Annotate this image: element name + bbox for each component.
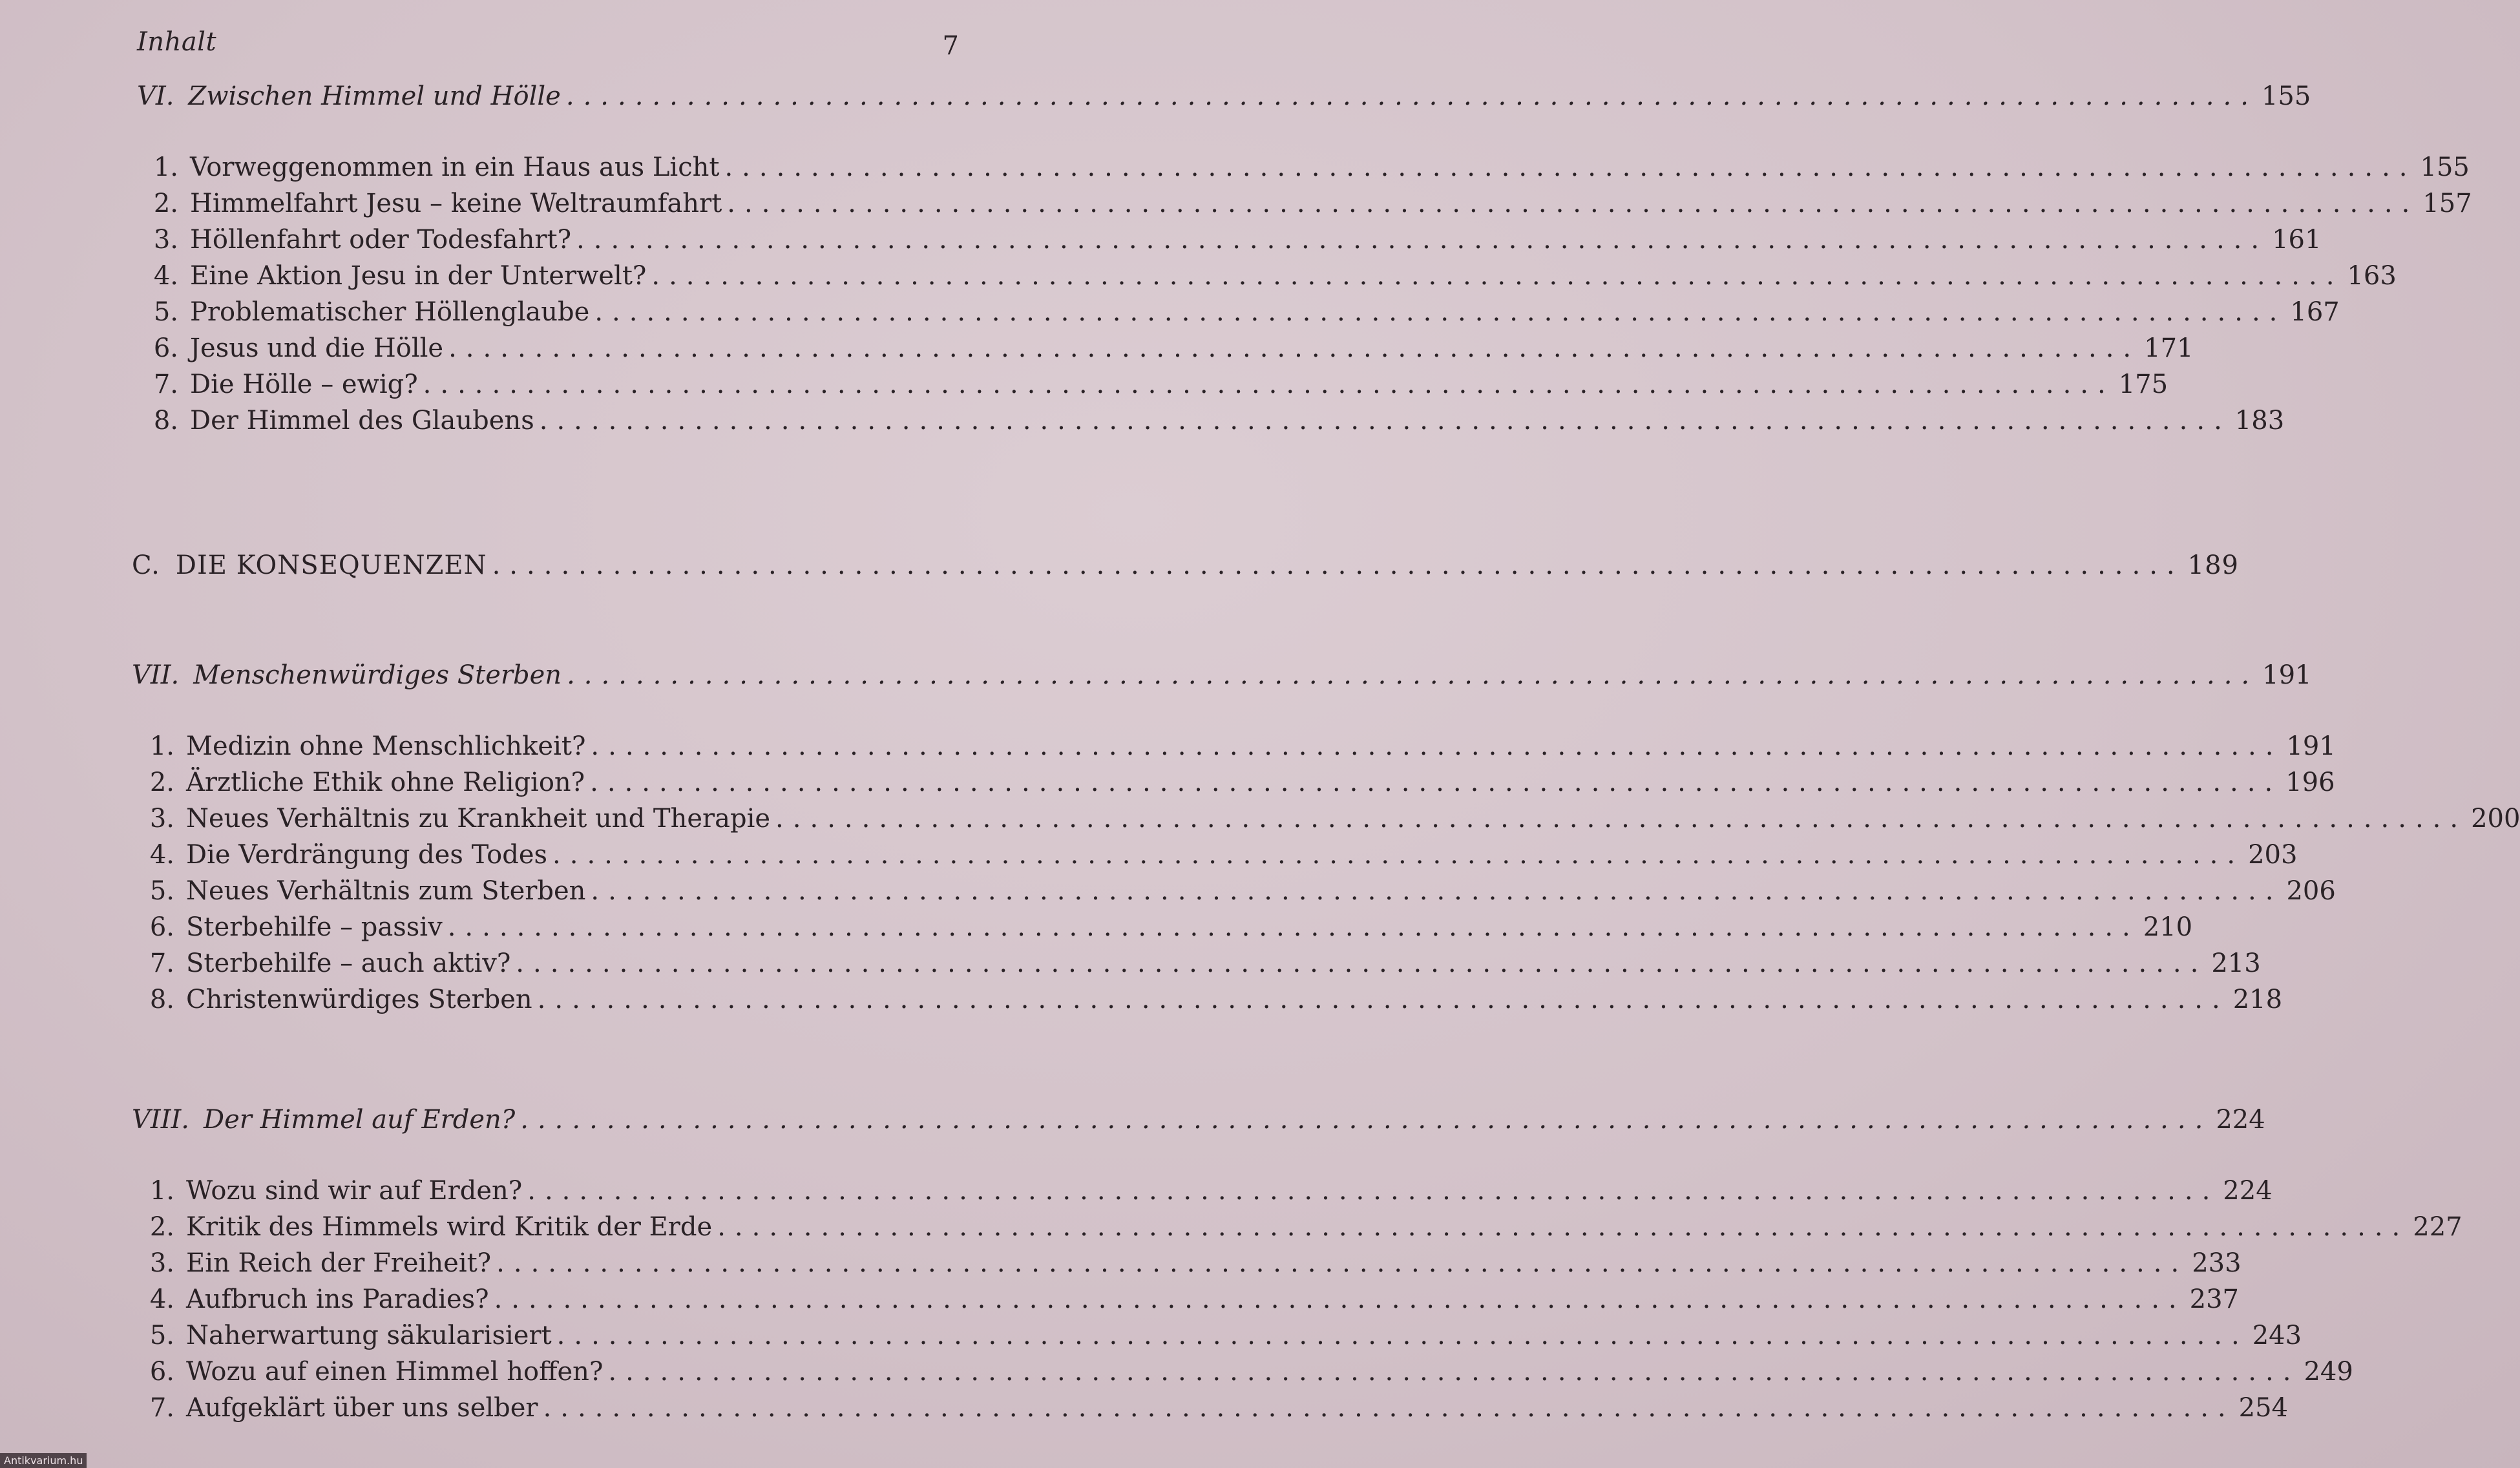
toc-title: Die Verdrängung des Todes	[186, 840, 548, 870]
toc-item	[141, 333, 2194, 370]
toc-page: 175	[2118, 370, 2168, 399]
toc-item	[137, 1357, 2353, 1393]
toc-part-c	[132, 550, 2240, 587]
toc-page: 227	[2413, 1212, 2462, 1242]
toc-title: Medizin ohne Menschlichkeit?	[186, 731, 586, 761]
toc-title: Der Himmel auf Erden?	[204, 1105, 516, 1135]
toc-page: 191	[2286, 731, 2336, 761]
dot-leader: ..................................................................................................	[447, 912, 2139, 942]
toc-item	[137, 804, 2520, 840]
dot-leader: ..................................................................................................	[724, 152, 2417, 182]
toc-page: 224	[2216, 1105, 2265, 1135]
toc-item	[137, 985, 2283, 1021]
toc-page: 249	[2304, 1357, 2353, 1387]
toc-title: Kritik des Himmels wird Kritik der Erde	[186, 1212, 713, 1242]
toc-page: 171	[2144, 333, 2194, 363]
toc-number: 6.	[153, 333, 178, 363]
toc-title: Wozu auf einen Himmel hoffen?	[186, 1357, 604, 1387]
toc-title: Ein Reich der Freiheit?	[186, 1248, 492, 1278]
toc-number: 6.	[149, 912, 174, 942]
toc-number: 1.	[153, 152, 178, 182]
toc-number: 5.	[153, 297, 178, 327]
toc-number: 4.	[149, 1284, 174, 1314]
dot-leader: ..................................................................................................	[576, 225, 2269, 255]
toc-chapter-viii	[132, 1105, 2265, 1141]
toc-title: Problematischer Höllenglaube	[190, 297, 590, 327]
dot-leader: ..................................................................................................	[527, 1176, 2220, 1206]
toc-number: 2.	[149, 1212, 174, 1242]
dot-leader: ..................................................................................................	[556, 1321, 2249, 1350]
toc-item	[137, 876, 2336, 912]
watermark: Antikvarium.hu	[0, 1453, 87, 1468]
toc-number: 6.	[149, 1357, 174, 1387]
dot-leader: ..................................................................................................	[608, 1357, 2300, 1387]
toc-title: Aufbruch ins Paradies?	[186, 1284, 489, 1314]
toc-item	[141, 406, 2285, 442]
toc-number: 4.	[153, 261, 178, 291]
page-number: 7	[942, 31, 959, 61]
toc-page: 224	[2223, 1176, 2273, 1206]
dot-leader: ..................................................................................................	[591, 876, 2283, 906]
toc-title: Höllenfahrt oder Todesfahrt?	[190, 225, 572, 255]
toc-number: 8.	[149, 985, 174, 1014]
running-head	[137, 27, 959, 66]
toc-title: Jesus und die Hölle	[190, 333, 444, 363]
dot-leader: ..................................................................................................	[565, 81, 2258, 111]
toc-page: 210	[2143, 912, 2193, 942]
toc-number: 1.	[149, 1176, 174, 1206]
toc-title: Ärztliche Ethik ohne Religion?	[186, 768, 585, 797]
toc-item	[141, 297, 2340, 333]
dot-leader: ..................................................................................................	[717, 1212, 2410, 1242]
toc-number: C.	[132, 550, 160, 580]
toc-page: 163	[2347, 261, 2397, 291]
toc-page: 243	[2252, 1321, 2302, 1350]
toc-number: 7.	[149, 1393, 174, 1423]
toc-page: 191	[2262, 660, 2312, 690]
toc-title: Sterbehilfe – passiv	[186, 912, 443, 942]
toc-number: 5.	[149, 876, 174, 906]
dot-leader: ..................................................................................................	[651, 261, 2344, 291]
dot-leader: ..................................................................................................	[567, 660, 2259, 690]
dot-leader: ..................................................................................................	[520, 1105, 2212, 1135]
toc-page: 206	[2286, 876, 2336, 906]
toc-chapter-vii	[132, 660, 2312, 697]
toc-title: Sterbehilfe – auch aktiv?	[186, 949, 511, 978]
toc-page: 167	[2290, 297, 2340, 327]
toc-page: 155	[2420, 152, 2470, 182]
toc-page: 189	[2187, 550, 2240, 580]
toc-item	[137, 949, 2261, 985]
toc-number: VI.	[137, 81, 174, 111]
toc-page: 218	[2232, 985, 2283, 1014]
toc-item	[141, 225, 2322, 261]
toc-title: Wozu sind wir auf Erden?	[186, 1176, 523, 1206]
running-head-title: Inhalt	[137, 27, 217, 57]
toc-item	[137, 731, 2336, 768]
toc-item	[137, 912, 2193, 949]
dot-leader: ..................................................................................................	[448, 333, 2141, 363]
toc-title: Der Himmel des Glaubens	[190, 406, 534, 435]
dot-leader: ..................................................................................................	[423, 370, 2115, 399]
toc-number: 3.	[149, 1248, 174, 1278]
toc-number: 4.	[149, 840, 174, 870]
toc-item	[137, 1176, 2273, 1212]
toc-title: Vorweggenommen in ein Haus aus Licht	[190, 152, 720, 182]
dot-leader: ..................................................................................................	[727, 189, 2419, 218]
toc-item	[141, 152, 2470, 189]
dot-leader: ..................................................................................................	[543, 1393, 2235, 1423]
toc-number: 5.	[149, 1321, 174, 1350]
toc-page: 213	[2211, 949, 2261, 978]
dot-leader: ..................................................................................................	[539, 406, 2231, 435]
dot-leader: ..................................................................................................	[594, 297, 2287, 327]
toc-title: Zwischen Himmel und Hölle	[188, 81, 561, 111]
toc-page: 237	[2189, 1284, 2240, 1314]
toc-item	[137, 1321, 2302, 1357]
toc-number: 2.	[153, 189, 178, 218]
toc-item	[137, 1212, 2462, 1248]
dot-leader: ..................................................................................................	[537, 985, 2229, 1014]
toc-item	[137, 768, 2335, 804]
toc-page: 155	[2261, 81, 2311, 111]
toc-number: 1.	[149, 731, 174, 761]
toc-number: 3.	[149, 804, 174, 834]
toc-page: 183	[2234, 406, 2285, 435]
toc-item	[137, 1248, 2242, 1284]
toc-page: 203	[2248, 840, 2298, 870]
toc-page: 233	[2192, 1248, 2242, 1278]
toc-page: 161	[2272, 225, 2322, 255]
toc-page: 157	[2422, 189, 2472, 218]
toc-title: Christenwürdiges Sterben	[186, 985, 532, 1014]
toc-item	[141, 261, 2397, 297]
toc-title: Menschenwürdiges Sterben	[193, 660, 562, 690]
dot-leader: ..................................................................................................	[590, 768, 2282, 797]
toc-title: Eine Aktion Jesu in der Unterwelt?	[190, 261, 647, 291]
toc-number: VII.	[132, 660, 180, 690]
toc-number: VIII.	[132, 1105, 190, 1135]
toc-item	[141, 189, 2472, 225]
toc-item	[141, 370, 2168, 406]
toc-chapter-vi	[137, 81, 2311, 118]
toc-item	[137, 840, 2298, 876]
toc-number: 2.	[149, 768, 174, 797]
toc-title: DIE KONSEQUENZEN	[175, 550, 487, 580]
dot-leader: ..................................................................................................	[496, 1248, 2189, 1278]
toc-item	[137, 1284, 2240, 1321]
toc-title: Neues Verhältnis zu Krankheit und Therapie	[186, 804, 771, 834]
toc-title: Naherwartung säkularisiert	[186, 1321, 552, 1350]
toc-page: 254	[2238, 1393, 2288, 1423]
toc-number: 7.	[153, 370, 178, 399]
dot-leader: ..................................................................................................	[552, 840, 2245, 870]
toc-title: Die Hölle – ewig?	[190, 370, 418, 399]
toc-page: 200	[2471, 804, 2520, 834]
dot-leader: ..................................................................................................	[775, 804, 2468, 834]
dot-leader: ..................................................................................................	[494, 1284, 2186, 1314]
toc-number: 8.	[153, 406, 178, 435]
toc-item	[137, 1393, 2288, 1429]
dot-leader: ..................................................................................................	[492, 550, 2184, 580]
toc-page: 196	[2285, 768, 2335, 797]
dot-leader: ..................................................................................................	[591, 731, 2283, 761]
toc-title: Aufgeklärt über uns selber	[186, 1393, 538, 1423]
dot-leader: ..................................................................................................	[516, 949, 2208, 978]
toc-number: 3.	[153, 225, 178, 255]
toc-number: 7.	[149, 949, 174, 978]
toc-title: Neues Verhältnis zum Sterben	[186, 876, 586, 906]
toc-title: Himmelfahrt Jesu – keine Weltraumfahrt	[190, 189, 722, 218]
